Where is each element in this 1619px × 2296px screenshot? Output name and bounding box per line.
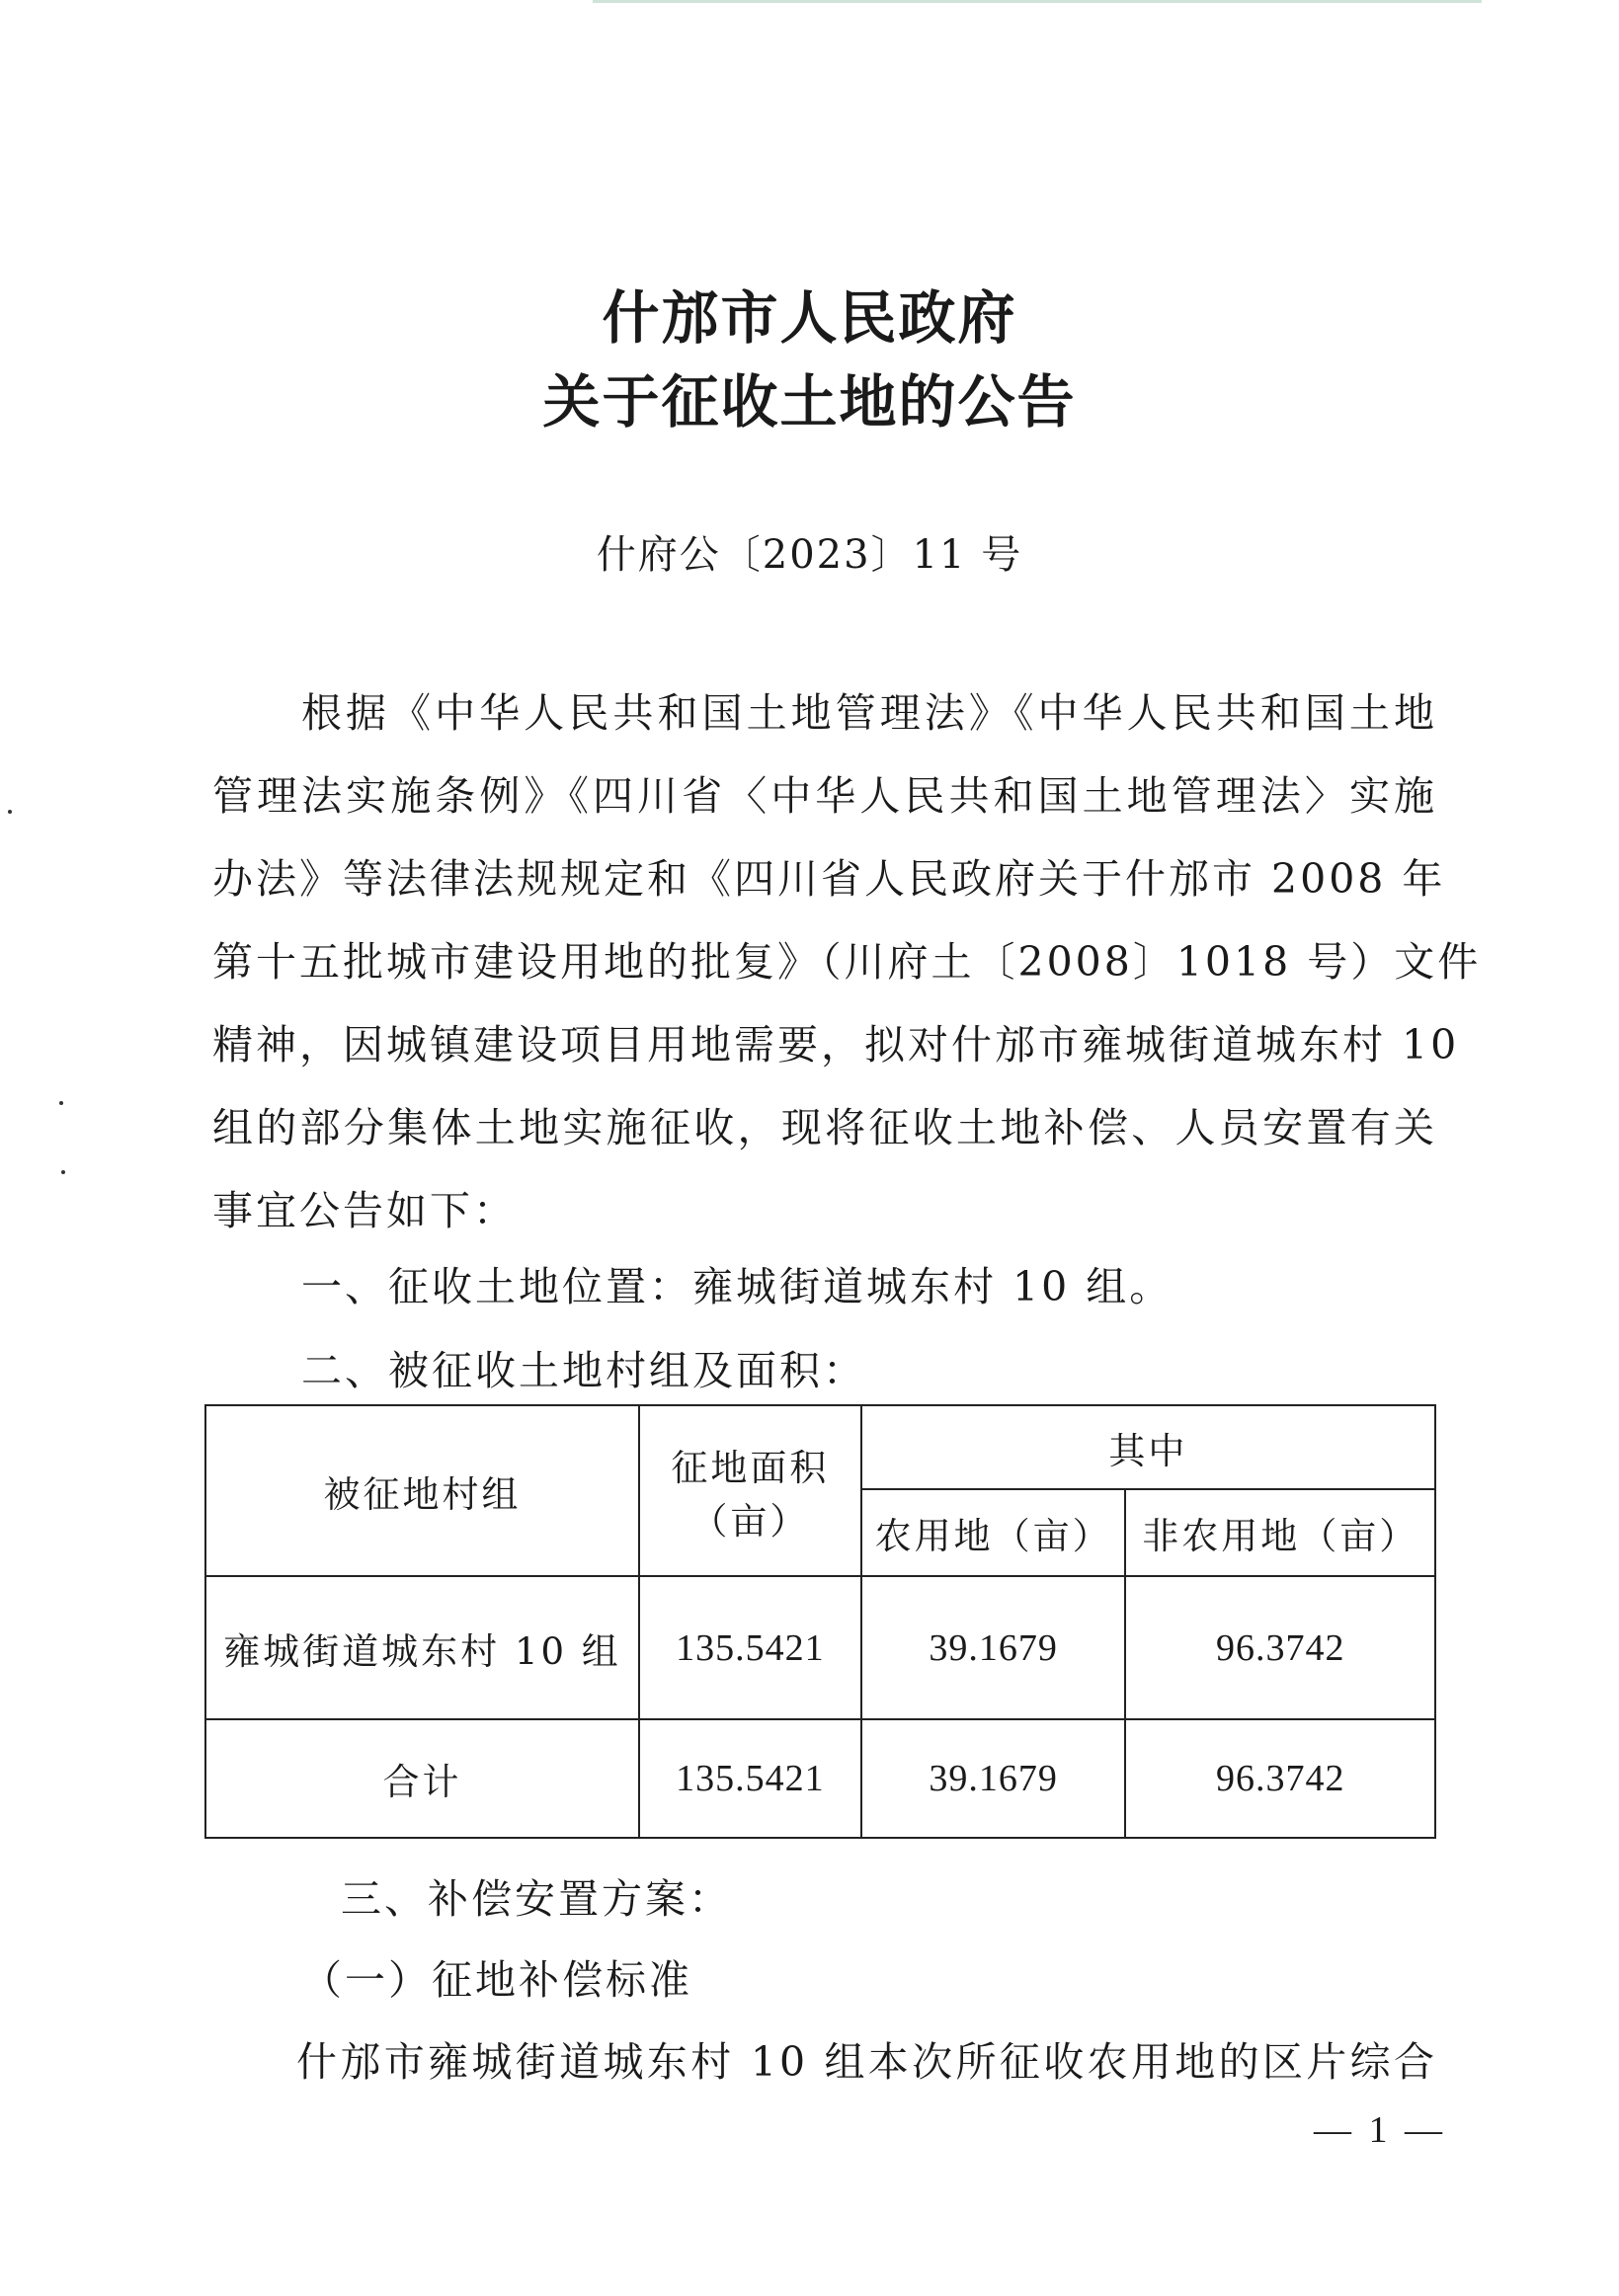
page-number: — 1 — — [1314, 2109, 1446, 2151]
header-area-label: 征地面积 — [671, 1446, 830, 1489]
document-title-line2: 关于征收土地的公告 — [542, 368, 1077, 435]
cell-group: 雍城街道城东村 10 组 — [205, 1576, 639, 1719]
body-line: 事宜公告如下： — [212, 1187, 517, 1234]
cell-nonagri: 96.3742 — [1125, 1576, 1435, 1719]
section-compensation-heading: 三、补偿安置方案： — [341, 1875, 732, 1923]
subsection-compensation-standard: （一）征地补偿标准 — [301, 1956, 692, 2004]
scan-speck — [61, 1170, 65, 1174]
header-area — [639, 1405, 861, 1576]
land-area-table — [204, 1404, 1436, 1839]
header-area-unit: （亩） — [690, 1499, 810, 1543]
section-land-area-heading: 二、被征收土地村组及面积： — [301, 1347, 866, 1394]
cell-group: 合计 — [205, 1719, 639, 1838]
header-agricultural-land: 农用地（亩） — [861, 1489, 1126, 1576]
body-paragraph — [212, 672, 1482, 1252]
section-land-location: 一、征收土地位置：雍城街道城东村 10 组。 — [301, 1263, 1174, 1310]
cell-agri: 39.1679 — [861, 1576, 1126, 1719]
body-line: 办法》等法律法规规定和《四川省人民政府关于什邡市 2008 年 — [212, 855, 1446, 903]
scan-speck — [59, 1101, 63, 1105]
document-title-line1: 什邡市人民政府 — [602, 284, 1017, 352]
body-line: 组的部分集体土地实施征收，现将征收土地补偿、人员安置有关 — [212, 1104, 1437, 1151]
header-non-agricultural-land: 非农用地（亩） — [1125, 1489, 1435, 1576]
body-line: 管理法实施条例》《四川省〈中华人民共和国土地管理法〉实施 — [212, 772, 1437, 820]
body-line: 第十五批城市建设用地的批复》（川府土〔2008〕1018 号）文件 — [212, 938, 1482, 986]
body-line: 精神，因城镇建设项目用地需要，拟对什邡市雍城街道城东村 10 — [212, 1021, 1460, 1069]
table-row — [205, 1576, 1435, 1719]
cell-agri: 39.1679 — [861, 1719, 1126, 1838]
body-line: 根据《中华人民共和国土地管理法》《中华人民共和国土地 — [301, 689, 1437, 737]
cell-area: 135.5421 — [639, 1576, 861, 1719]
body-line: 什邡市雍城街道城东村 10 组本次所征收农用地的区片综合 — [296, 2038, 1437, 2086]
scan-edge-line — [593, 0, 1482, 3]
header-of-which: 其中 — [861, 1405, 1435, 1489]
table-row — [205, 1719, 1435, 1838]
cell-area: 135.5421 — [639, 1719, 861, 1838]
document-number: 什府公〔2023〕11 号 — [596, 532, 1023, 578]
cell-nonagri: 96.3742 — [1125, 1719, 1435, 1838]
header-village-group: 被征地村组 — [205, 1405, 639, 1576]
scan-speck — [8, 810, 12, 814]
